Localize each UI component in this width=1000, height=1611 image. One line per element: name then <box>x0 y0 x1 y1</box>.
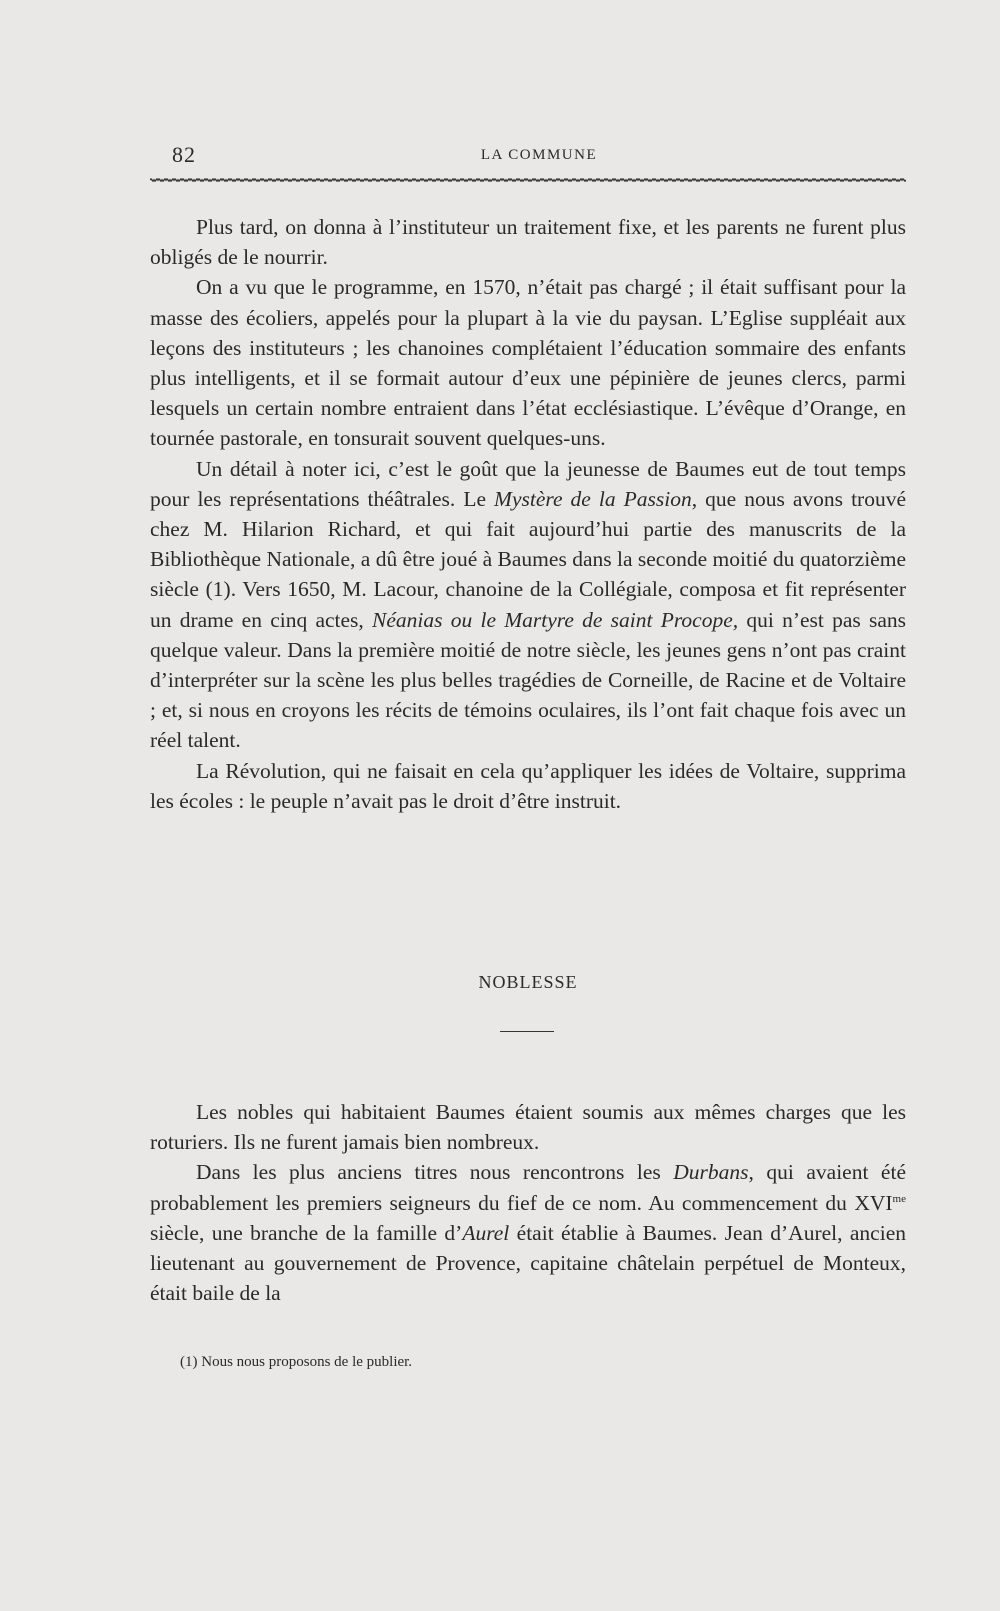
section-ecoles-text <box>150 212 906 816</box>
text-run: Un détail à noter ici, c’est le goût que la jeunesse de Baumes eut de tout temps pour les représentations théâtrales. Le <box>150 456 906 511</box>
section-noblesse-text <box>150 1097 906 1308</box>
text-run: siècle, une branche de la famille d’ <box>150 1220 463 1245</box>
running-title: LA COMMUNE <box>480 147 598 163</box>
text-run: Dans les plus anciens titres nous rencontrons les <box>196 1160 674 1185</box>
footnote: (1) Nous nous proposons de le publier. <box>180 1354 413 1370</box>
running-head <box>172 142 906 172</box>
name-aurel: Aurel <box>462 1220 510 1245</box>
paragraph <box>150 454 906 756</box>
superscript: me <box>892 1192 906 1205</box>
paragraph <box>150 1157 906 1308</box>
section-title: NOBLESSE <box>478 972 578 992</box>
paragraph: La Révolution, qui ne faisait en cela qu’appliquer les idées de Voltaire, supprima les écoles : le peuple n’avait pas le droit d’être instruit. <box>150 758 906 813</box>
text-run: , que nous avons trouvé chez M. Hilarion Richard, et qui fait aujourd’hui partie des manuscrits de la Bibliothèque Nationale, a dû être joué à Baumes dans la seconde moitié du quatorzième siècle (1). Vers 1650, M. Lacour, chanoine de la Collégiale, composa et fit représenter un drame en cinq actes, <box>150 486 906 632</box>
paragraph: On a vu que le programme, en 1570, n’était pas chargé ; il était suffisant pour la masse des écoliers, appelés pour la plupart à la vie du paysan. L’Eglise suppléait aux leçons des instituteurs ; les chanoines complétaient l’éducation sommaire des enfants plus intelligents, et il se formait autour d’eux une pépinière de jeunes clercs, parmi lesquels un certain nombre entraient dans l’état ecclésiastique. L’évêque d’Orange, en tournée pastorale, en tonsurait souvent quelques-uns. <box>150 275 906 451</box>
paragraph: Les nobles qui habitaient Baumes étaient soumis aux mêmes charges que les roturiers. Ils ne furent jamais bien nombreux. <box>150 1100 906 1155</box>
title-mystere: Mystère de la Passion <box>494 486 692 511</box>
page-number: 82 <box>172 142 196 167</box>
text-run: qui n’est pas sans quelque valeur. Dans la première moitié de notre siècle, les jeunes gens n’ont pas craint d’interpréter sur la scène les plus belles tragédies de Corneille, de Racine et de Voltaire ; et, si nous en croyons les récits de témoins oculaires, ils l’ont fait chaque fois avec un réel talent. <box>150 607 907 753</box>
name-durbans: Durbans <box>673 1160 749 1185</box>
wavy-rule <box>150 176 906 184</box>
text-run: était établie à Baumes. Jean d’Aurel, ancien lieutenant au gouvernement de Provence, capitaine châtelain perpétuel de Monteux, était baile de la <box>150 1220 906 1306</box>
paragraph: Plus tard, on donna à l’instituteur un traitement fixe, et les parents ne furent plus obligés de le nourrir. <box>150 215 906 270</box>
text-run: , qui avaient été probablement les premiers seigneurs du fief de ce nom. Au commencement du XVI <box>150 1160 906 1215</box>
section-divider <box>500 1031 554 1032</box>
title-neanias: Néanias ou le Martyre de saint Procope, <box>372 607 739 632</box>
